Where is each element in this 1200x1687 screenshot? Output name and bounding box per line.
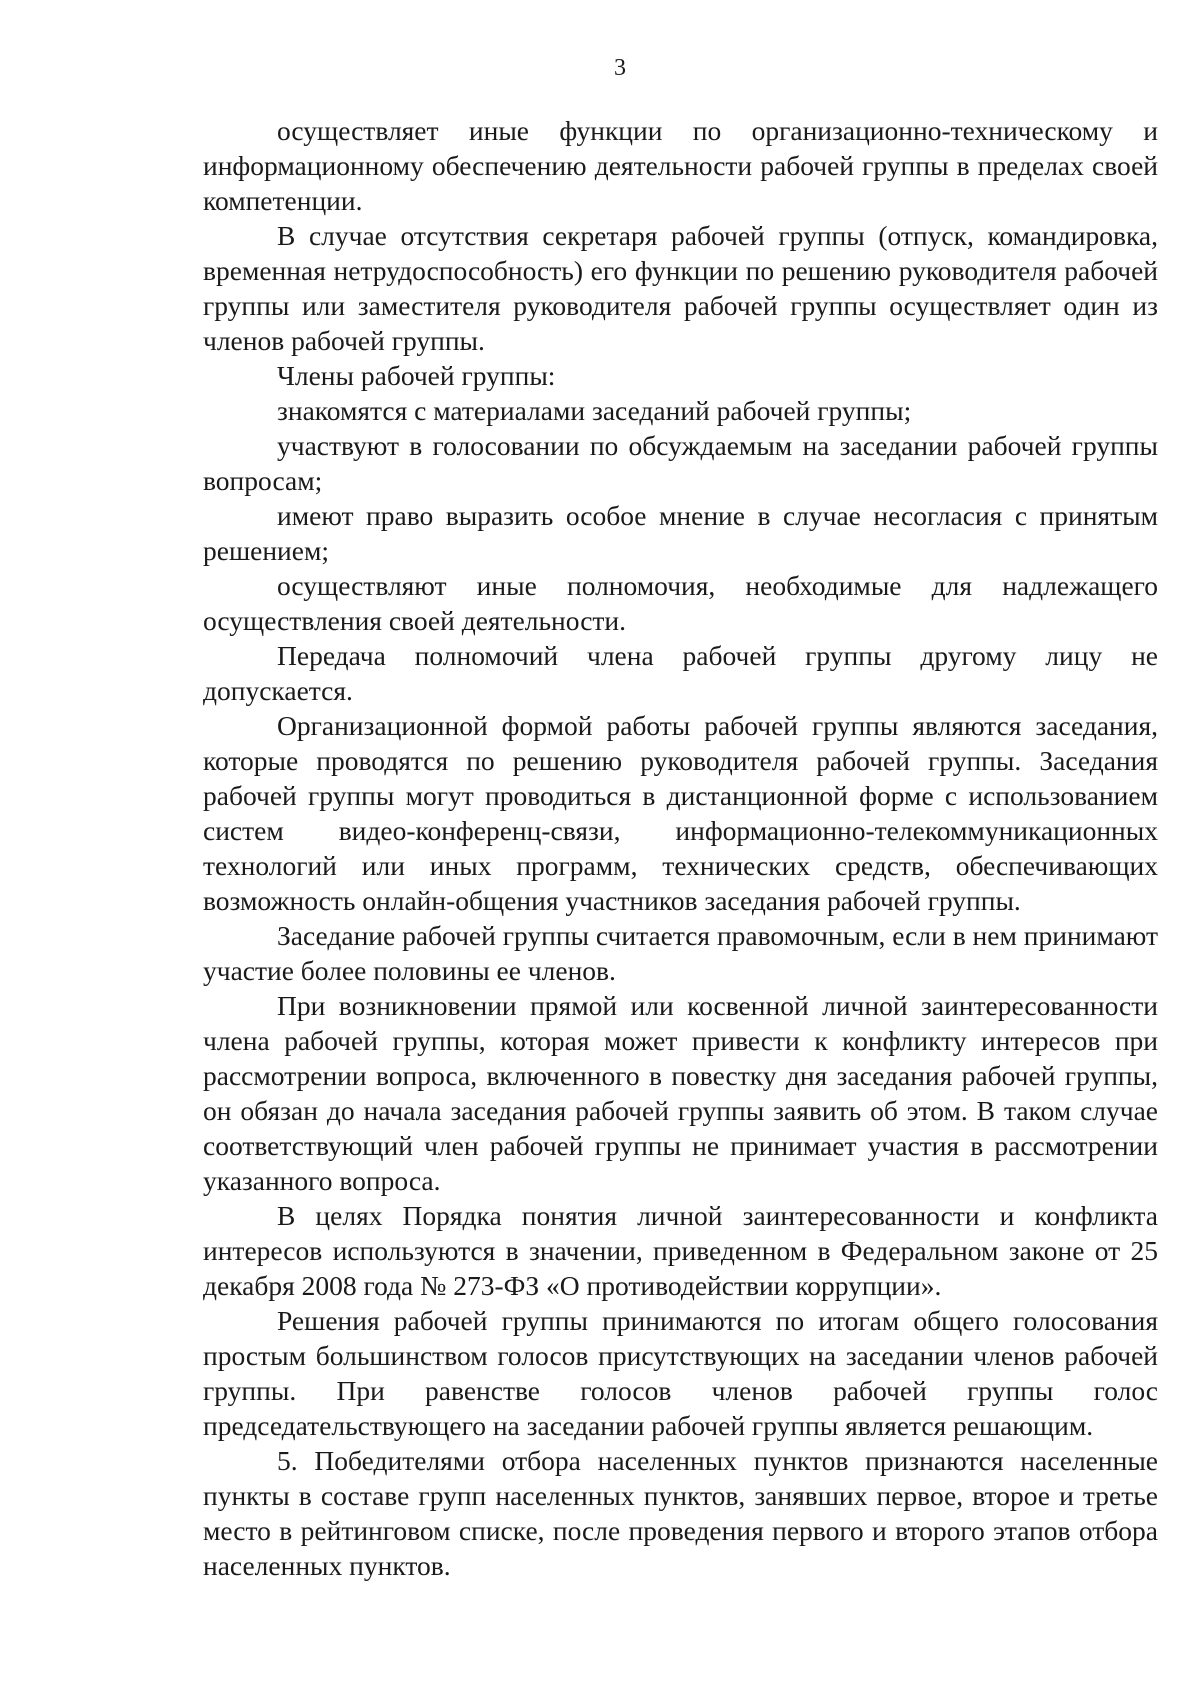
page-number: 3 bbox=[614, 55, 626, 81]
paragraph-secretary-absence: В случае отсутствия секретаря рабочей группы (отпуск, командировка, временная нетрудоспособность) его функции по решению руководителя рабочей группы или заместителя руководителя рабочей группы осуществляет один из членов рабочей группы. bbox=[203, 220, 1158, 356]
paragraph-quorum: Заседание рабочей группы считается правомочным, если в нем принимают участие более половины ее членов. bbox=[203, 920, 1158, 986]
paragraph-members-materials: знакомятся с материалами заседаний рабочей группы; bbox=[277, 395, 912, 426]
paragraph-decisions: Решения рабочей группы принимаются по итогам общего голосования простым большинством голосов присутствующих на заседании членов рабочей группы. При равенстве голосов членов рабочей группы голос председательствующего на заседании рабочей группы является решающим. bbox=[203, 1305, 1158, 1441]
paragraph-meetings-form: Организационной формой работы рабочей группы являются заседания, которые проводятся по решению руководителя рабочей группы. Заседания рабочей группы могут проводиться в дистанционной форме с использованием систем видео-конференц-связи, информационно-телекоммуникационных технологий или иных программ, технических средств, обеспечивающих возможность онлайн-общения участников заседания рабочей группы. bbox=[203, 710, 1158, 916]
paragraph-members-voting: участвуют в голосовании по обсуждаемым на заседании рабочей группы вопросам; bbox=[203, 430, 1158, 496]
paragraph-members-heading: Члены рабочей группы: bbox=[277, 360, 556, 391]
paragraph-members-opinion: имеют право выразить особое мнение в случае несогласия с принятым решением; bbox=[203, 500, 1158, 566]
paragraph-definitions: В целях Порядка понятия личной заинтересованности и конфликта интересов используются в значении, приведенном в Федеральном законе от 25 декабря 2008 года № 273-ФЗ «О противодействии коррупции». bbox=[203, 1200, 1158, 1301]
paragraph-transfer-powers: Передача полномочий члена рабочей группы другому лицу не допускается. bbox=[203, 640, 1158, 706]
paragraph-members-other-powers: осуществляют иные полномочия, необходимые для надлежащего осуществления своей деятельности. bbox=[203, 570, 1158, 636]
paragraph-secretary-functions: осуществляет иные функции по организационно-техническому и информационному обеспечению деятельности рабочей группы в пределах своей компетенции. bbox=[203, 115, 1158, 216]
paragraph-conflict-of-interest: При возникновении прямой или косвенной личной заинтересованности члена рабочей группы, которая может привести к конфликту интересов при рассмотрении вопроса, включенного в повестку дня заседания рабочей группы, он обязан до начала заседания рабочей группы заявить об этом. В таком случае соответствующий член рабочей группы не принимает участия в рассмотрении указанного вопроса. bbox=[203, 990, 1158, 1196]
document-body bbox=[203, 113, 1158, 1583]
paragraph-winners: 5. Победителями отбора населенных пунктов признаются населенные пункты в составе групп населенных пунктов, занявших первое, второе и третье место в рейтинговом списке, после проведения первого и второго этапов отбора населенных пунктов. bbox=[203, 1445, 1158, 1581]
